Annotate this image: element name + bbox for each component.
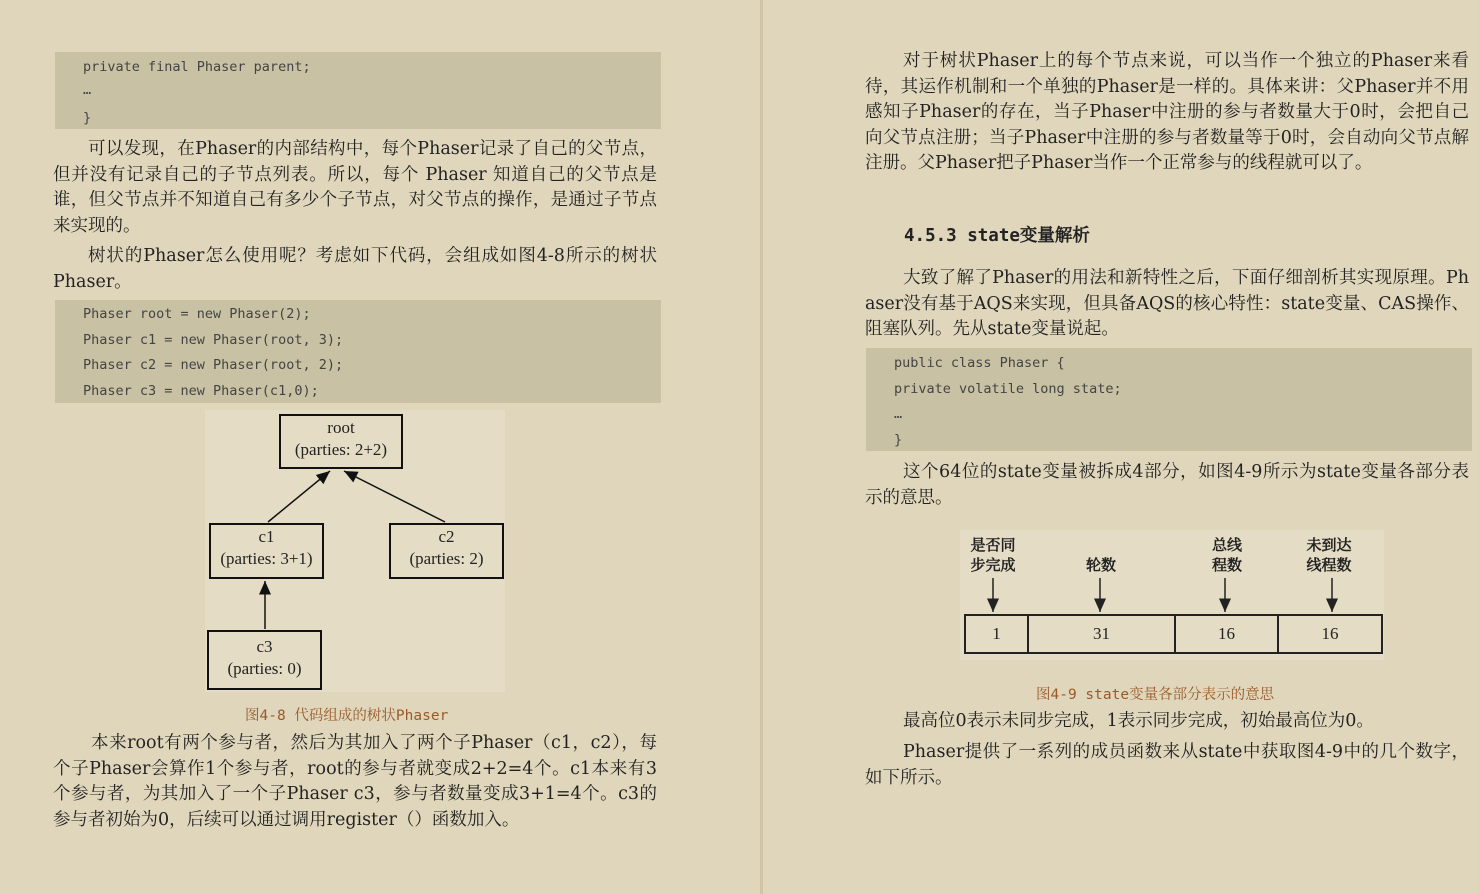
paragraph-phaser-structure: 可以发现，在Phaser的内部结构中，每个Phaser记录了自己的父节点，但并没有记录自己的子节点列表。所以，每个 Phaser 知道自己的父节点是谁，但父节点并不知道自己有多少个子节点，对父节点的操作，是通过子节点来实现的。 — [53, 139, 657, 236]
code-line: } — [83, 110, 92, 126]
code-line: Phaser root = new Phaser(2); — [83, 306, 311, 322]
node-name: root — [327, 418, 355, 437]
label-line: 是否同 — [970, 536, 1016, 554]
code-line: private final Phaser parent; — [83, 59, 311, 75]
node-parties: (parties: 2+2) — [294, 440, 388, 459]
code-line: Phaser c3 = new Phaser(c1,0); — [83, 382, 319, 399]
code-line: private volatile long state; — [894, 380, 1122, 397]
figure-caption-4-8: 图4-8 代码组成的树状Phaser — [245, 708, 449, 724]
node-parties: (parties: 2) — [409, 549, 484, 568]
label-line: 步完成 — [970, 556, 1016, 574]
paragraph-state-intro: 大致了解了Phaser的用法和新特性之后，下面仔细剖析其实现原理。Phaser没有基于AQS来实现，但具备AQS的核心特性：state变量、CAS操作、阻塞队列。先从state变量说起。 — [865, 268, 1469, 339]
code-line: } — [894, 431, 903, 448]
section-heading: 4.5.3 state变量解析 — [904, 226, 1090, 246]
paragraph-root-participants: 本来root有两个参与者，然后为其加入了两个子Phaser（c1，c2），每个子Phaser会算作1个参与者，root的参与者就变成2+2=4个。c1本来有3个参与者，为其加入了一个子Phaser c3，参与者数量变成3+1=4个。c3的参与者初始为0，后续可以通过调用register（）函数加入。 — [53, 733, 657, 830]
paragraph-tree-usage: 树状的Phaser怎么使用呢？考虑如下代码，会组成如图4-8所示的树状Phaser。 — [53, 246, 657, 292]
code-line: … — [894, 406, 903, 422]
node-parties: (parties: 0) — [227, 659, 302, 678]
paragraph-member-functions: Phaser提供了一系列的成员函数来从state中获取图4-9中的几个数字，如下所示。 — [865, 742, 1469, 788]
code-line: … — [83, 82, 92, 98]
code-line: public class Phaser { — [894, 355, 1065, 371]
state-cell-sync: 1 — [964, 614, 1029, 654]
paragraph-tree-node: 对于树状Phaser上的每个节点来说，可以当作一个独立的Phaser来看待，其运作机制和一个单独的Phaser是一样的。具体来讲：父Phaser并不用感知子Phaser的存在，当子Phaser中注册的参与者数量大于0时，会把自己向父节点注册；当子Phaser中注册的参与者数量等于0时，会自动向父节点解注册。父Phaser把子Phaser当作一个正常参与的线程就可以了。 — [865, 51, 1469, 173]
label-line: 未到达 — [1306, 536, 1352, 554]
code-line: Phaser c2 = new Phaser(root, 2); — [83, 357, 344, 373]
paragraph-highest-bit: 最高位0表示未同步完成，1表示同步完成，初始最高位为0。 — [903, 711, 1374, 731]
node-name: c1 — [258, 527, 275, 546]
figure-caption-4-9: 图4-9 state变量各部分表示的意思 — [1036, 687, 1275, 703]
node-name: c3 — [256, 637, 273, 656]
state-cell-unarrived: 16 — [1277, 614, 1383, 654]
label-line: 程数 — [1211, 556, 1242, 574]
state-cell-total: 16 — [1174, 614, 1279, 654]
code-line: Phaser c1 = new Phaser(root, 3); — [83, 331, 344, 348]
label-line: 轮数 — [1085, 556, 1116, 574]
node-parties: (parties: 3+1) — [220, 549, 313, 568]
node-name: c2 — [438, 527, 455, 546]
state-cell-phase: 31 — [1027, 614, 1176, 654]
label-line: 总线 — [1211, 536, 1242, 554]
label-line: 线程数 — [1306, 556, 1352, 574]
paragraph-state-split: 这个64位的state变量被拆成4部分，如图4-9所示为state变量各部分表示的意思。 — [865, 462, 1469, 508]
